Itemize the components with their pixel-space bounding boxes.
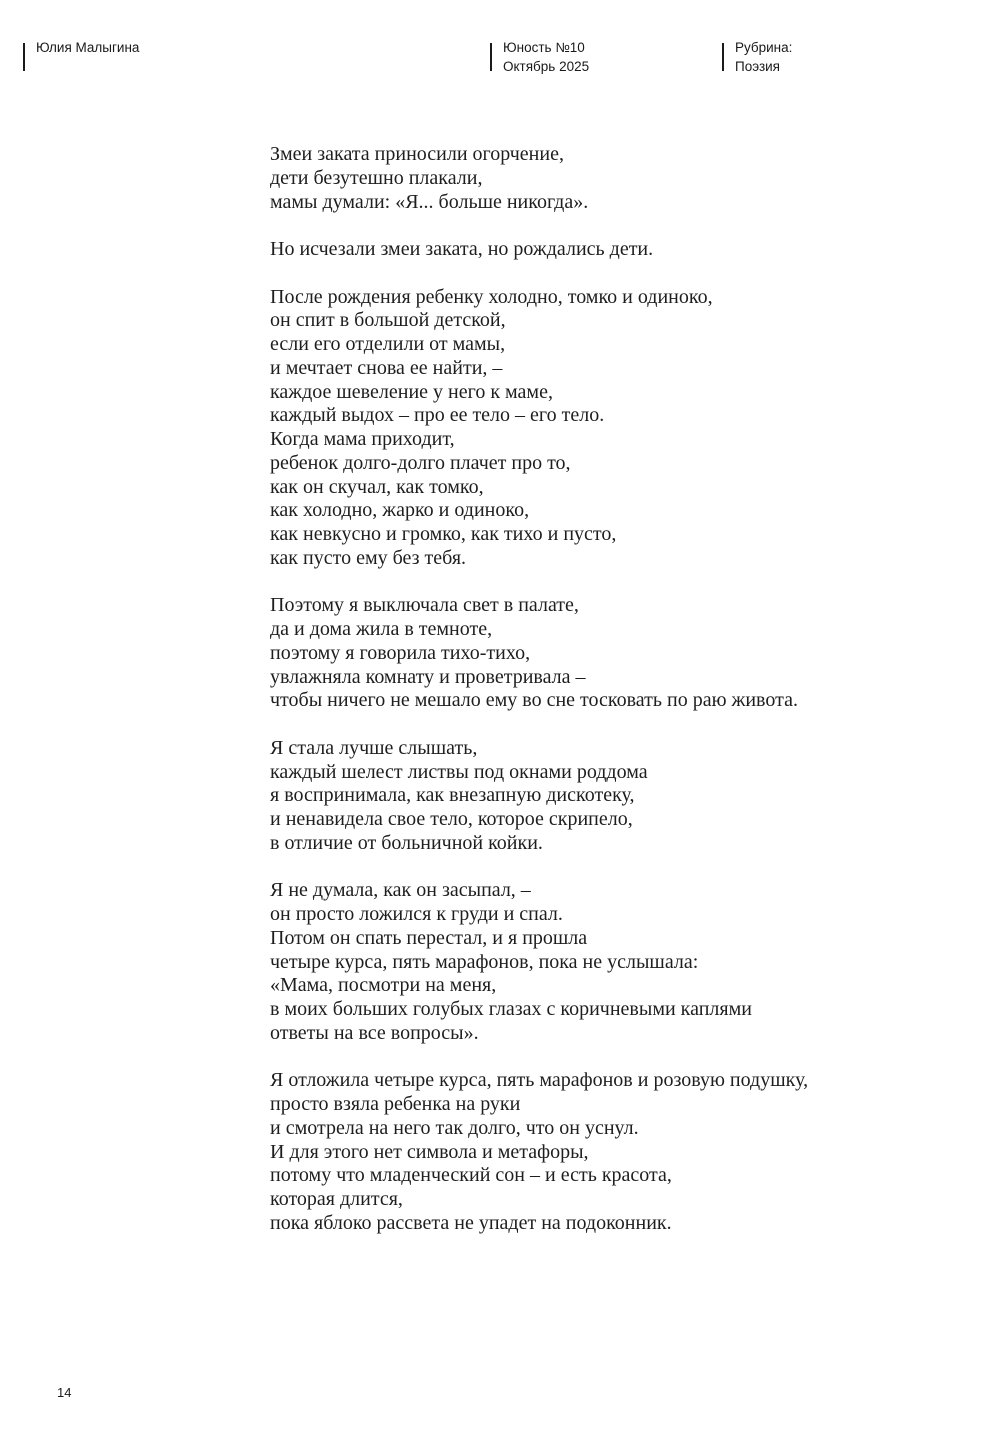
poem-line: и смотрела на него так долго, что он уснул.	[270, 1116, 639, 1139]
poem-line: Но исчезали змеи заката, но рождались дети.	[270, 238, 654, 260]
poem-line: как холодно, жарко и одиноко,	[270, 499, 530, 522]
stanza	[270, 143, 808, 214]
issue-date: Октябрь 2025	[503, 59, 590, 74]
poem-line: Поэтому я выключала свет в палате,	[270, 594, 579, 617]
poem-line: ответы на все вопросы».	[270, 1021, 479, 1044]
poem-line: каждый шелест листвы под окнами роддома	[270, 760, 648, 783]
poem-line: «Мама, посмотри на меня,	[270, 974, 497, 997]
stanza	[270, 286, 808, 571]
journal-title: Юность №10	[503, 40, 585, 55]
poem-line: если его отделили от мамы,	[270, 333, 506, 355]
poem-line: поэтому я говорила тихо-тихо,	[270, 641, 531, 664]
poem-line: Я не думала, как он засыпал, –	[270, 879, 531, 902]
header-divider-author	[23, 43, 25, 71]
poem-line: как пусто ему без тебя.	[270, 546, 467, 569]
poem-line: в моих больших голубых глазах с коричневыми каплями	[270, 998, 752, 1020]
poem-line: и ненавидела свое тело, которое скрипело,	[270, 808, 633, 830]
poem-line: он просто ложился к груди и спал.	[270, 903, 563, 925]
header-journal-block	[503, 38, 589, 76]
poem-line: Когда мама приходит,	[270, 428, 455, 450]
header-rubric-block	[735, 38, 792, 76]
poem-line: чтобы ничего не мешало ему во сне тосковать по раю живота.	[270, 689, 798, 712]
poem-line: Потом он спать перестал, и я прошла	[270, 926, 588, 949]
poem-line: Я отложила четыре курса, пять марафонов и розовую подушку,	[270, 1069, 809, 1092]
poem-line: да и дома жила в темноте,	[270, 618, 493, 640]
stanza	[270, 737, 808, 856]
poem-line: дети безутешно плакали,	[270, 166, 483, 189]
poem-line: мамы думали: «Я... больше никогда».	[270, 190, 589, 213]
poem-line: я воспринимала, как внезапную дискотеку,	[270, 784, 635, 807]
rubric-name: Поэзия	[735, 59, 780, 74]
poem-line: Я стала лучше слышать,	[270, 736, 478, 759]
poem-line: пока яблоко рассвета не упадет на подоконник.	[270, 1211, 672, 1234]
poem-line: ребенок долго-долго плачет про то,	[270, 451, 571, 474]
poem-body	[270, 143, 808, 1236]
poem-line: И для этого нет символа и метафоры,	[270, 1140, 589, 1163]
stanza	[270, 594, 808, 713]
page-number: 14	[57, 1385, 72, 1400]
poem-line: которая длится,	[270, 1188, 403, 1210]
author-name: Юлия Малыгина	[36, 40, 140, 55]
rubric-label: Рубрина:	[735, 40, 793, 55]
poem-line: увлажняла комнату и проветривала –	[270, 665, 586, 688]
stanza	[270, 1069, 808, 1235]
poem-line: Змеи заката приносили огорчение,	[270, 143, 564, 165]
poem-line: четыре курса, пять марафонов, пока не услышала:	[270, 950, 699, 973]
stanza	[270, 238, 808, 262]
poem-line: как невкусно и громко, как тихо и пусто,	[270, 523, 617, 545]
header-divider-journal	[490, 43, 492, 71]
poem-line: как он скучал, как томко,	[270, 475, 484, 498]
poem-line: После рождения ребенку холодно, томко и одиноко,	[270, 285, 713, 308]
poem-line: потому что младенческий сон – и есть красота,	[270, 1164, 672, 1187]
poem-line: в отличие от больничной койки.	[270, 831, 543, 854]
poem-line: он спит в большой детской,	[270, 309, 506, 332]
header-author-block	[36, 38, 139, 57]
poem-line: каждый выдох – про ее тело – его тело.	[270, 404, 605, 427]
poem-line: каждое шевеление у него к маме,	[270, 380, 553, 403]
stanza	[270, 879, 808, 1045]
poem-line: просто взяла ребенка на руки	[270, 1093, 521, 1115]
poem-line: и мечтает снова ее найти, –	[270, 356, 503, 379]
header-divider-rubric	[722, 43, 724, 71]
